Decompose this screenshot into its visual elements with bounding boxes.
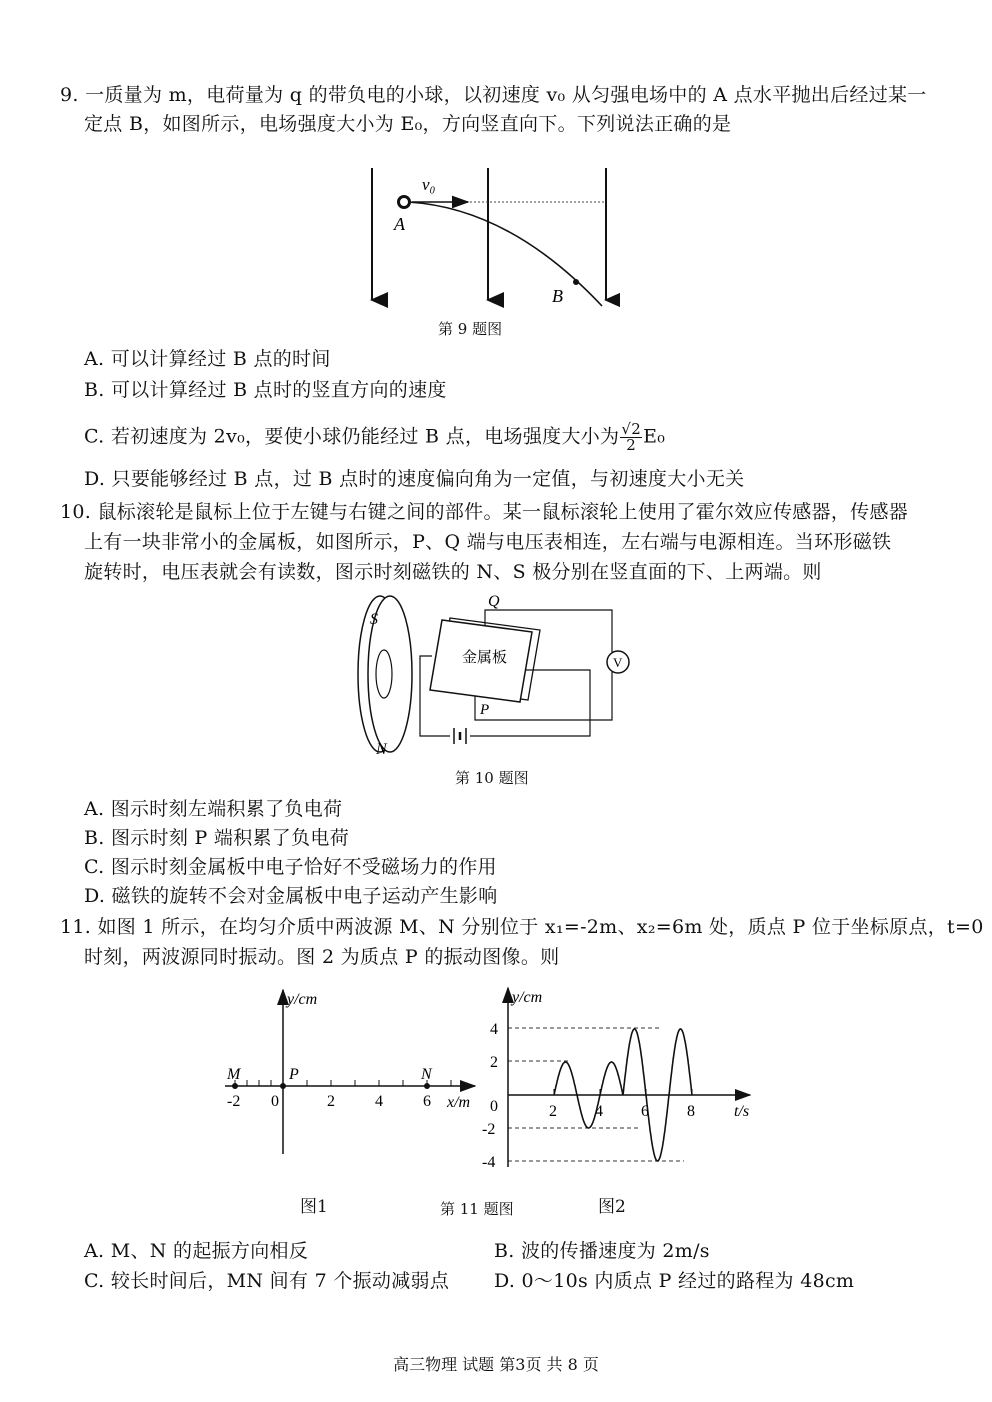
page-footer: 高三物理 试题 第3页 共 8 页 (393, 1355, 599, 1374)
q10-stem-line2: 上有一块非常小的金属板，如图所示，P、Q 端与电压表相连，左右端与电源相连。当环形磁铁 (84, 531, 892, 553)
q10-option-a: A. 图示时刻左端积累了负电荷 (84, 798, 343, 820)
fig1-label-P: P (289, 1066, 299, 1083)
fig2-ylabel: y/cm (512, 989, 543, 1006)
fig2-xtick-8: 8 (687, 1103, 695, 1120)
label-metal-plate: 金属板 (462, 650, 508, 666)
fig2-ytick-0: 0 (490, 1098, 498, 1115)
fig1-tick-2: 2 (327, 1093, 335, 1110)
label-B: B (552, 286, 563, 306)
q9-option-c-unit: E₀ (643, 425, 666, 448)
q9-option-c (84, 422, 665, 453)
q10-stem-line1: 10. 鼠标滚轮是鼠标上位于左键与右键之间的部件。某一鼠标滚轮上使用了霍尔效应传感器，传感器 (60, 501, 909, 523)
label-A: A (394, 214, 405, 234)
fig1-tick-6: 6 (423, 1093, 431, 1110)
fig1-xlabel: x/m (447, 1094, 471, 1111)
q11-fig2-caption: 图2 (598, 1197, 626, 1217)
fig1-tick-neg2: -2 (227, 1093, 241, 1110)
fig2-xtick-2: 2 (549, 1103, 557, 1120)
fig1-ylabel: y/cm (287, 991, 318, 1008)
q9-figure (360, 160, 620, 310)
q9-caption: 第 9 题图 (438, 320, 503, 338)
label-N: N (376, 741, 387, 758)
q10-caption: 第 10 题图 (455, 769, 529, 787)
q11-option-a: A. M、N 的起振方向相反 (84, 1240, 309, 1262)
q10-figure (350, 590, 650, 760)
q11-option-c: C. 较长时间后，MN 间有 7 个振动减弱点 (84, 1270, 450, 1292)
fig2-ytick-neg2: -2 (482, 1121, 496, 1138)
label-Q: Q (488, 593, 500, 610)
fig2-ytick-neg4: -4 (482, 1154, 496, 1171)
q10-option-b: B. 图示时刻 P 端积累了负电荷 (84, 827, 350, 849)
q10-stem-line3: 旋转时，电压表就会有读数，图示时刻磁铁的 N、S 极分别在竖直面的下、上两端。则 (84, 561, 822, 583)
label-P: P (480, 702, 490, 718)
q10-option-d: D. 磁铁的旋转不会对金属板中电子运动产生影响 (84, 885, 498, 907)
point-N-dot (424, 1083, 430, 1089)
point-M-dot (232, 1083, 238, 1089)
q11-caption: 第 11 题图 (440, 1200, 514, 1218)
fig2-xtick-4: 4 (595, 1103, 603, 1120)
fig2-xtick-6: 6 (641, 1103, 649, 1120)
label-v0: v₀ (422, 175, 436, 194)
q11-option-d: D. 0～10s 内质点 P 经过的路程为 48cm (494, 1270, 855, 1292)
fig1-tick-0: 0 (271, 1093, 279, 1110)
fig1-tick-4: 4 (375, 1093, 383, 1110)
q9-option-d: D. 只要能够经过 B 点，过 B 点时的速度偏向角为一定值，与初速度大小无关 (84, 468, 745, 490)
point-B-dot (573, 279, 579, 285)
fig2-ytick-4: 4 (490, 1021, 498, 1038)
fig2-xlabel: t/s (734, 1103, 750, 1120)
q9-option-b: B. 可以计算经过 B 点时的竖直方向的速度 (84, 379, 447, 401)
q11-stem-line1: 11. 如图 1 所示，在均匀介质中两波源 M、N 分别位于 x₁=-2m、x₂=6m 处，质点 P 位于坐标原点，t=0 (60, 916, 984, 938)
q9-option-c-text: C. 若初速度为 2v₀，要使小球仍能经过 B 点，电场强度大小为 (84, 425, 620, 448)
point-P-dot (280, 1083, 286, 1089)
trajectory-curve (408, 202, 602, 306)
ball-A-icon (399, 197, 410, 208)
fraction-denominator: 2 (626, 436, 637, 454)
q9-stem-line1: 9. 一质量为 m，电荷量为 q 的带负电的小球，以初速度 v₀ 从匀强电场中的 A 点水平抛出后经过某一 (60, 84, 927, 106)
fraction-numerator: √2 (621, 420, 642, 438)
q11-stem-line2: 时刻，两波源同时振动。图 2 为质点 P 的振动图像。则 (84, 946, 560, 968)
fraction-sqrt2-over-2 (620, 422, 642, 453)
q11-figure-2 (478, 982, 778, 1172)
label-S: S (370, 611, 378, 628)
q10-option-c: C. 图示时刻金属板中电子恰好不受磁场力的作用 (84, 856, 497, 878)
q11-option-b: B. 波的传播速度为 2m/s (494, 1240, 710, 1262)
label-V: V (613, 655, 623, 670)
q11-fig1-caption: 图1 (300, 1197, 328, 1217)
q9-stem-line2: 定点 B，如图所示，电场强度大小为 E₀，方向竖直向下。下列说法正确的是 (84, 113, 732, 135)
fig1-label-N: N (421, 1066, 432, 1083)
fig1-label-M: M (227, 1066, 241, 1083)
q9-option-a: A. 可以计算经过 B 点的时间 (84, 348, 331, 370)
ring-magnet-hole (376, 650, 392, 698)
fig2-ytick-2: 2 (490, 1054, 498, 1071)
q11-figure-1 (215, 982, 485, 1162)
